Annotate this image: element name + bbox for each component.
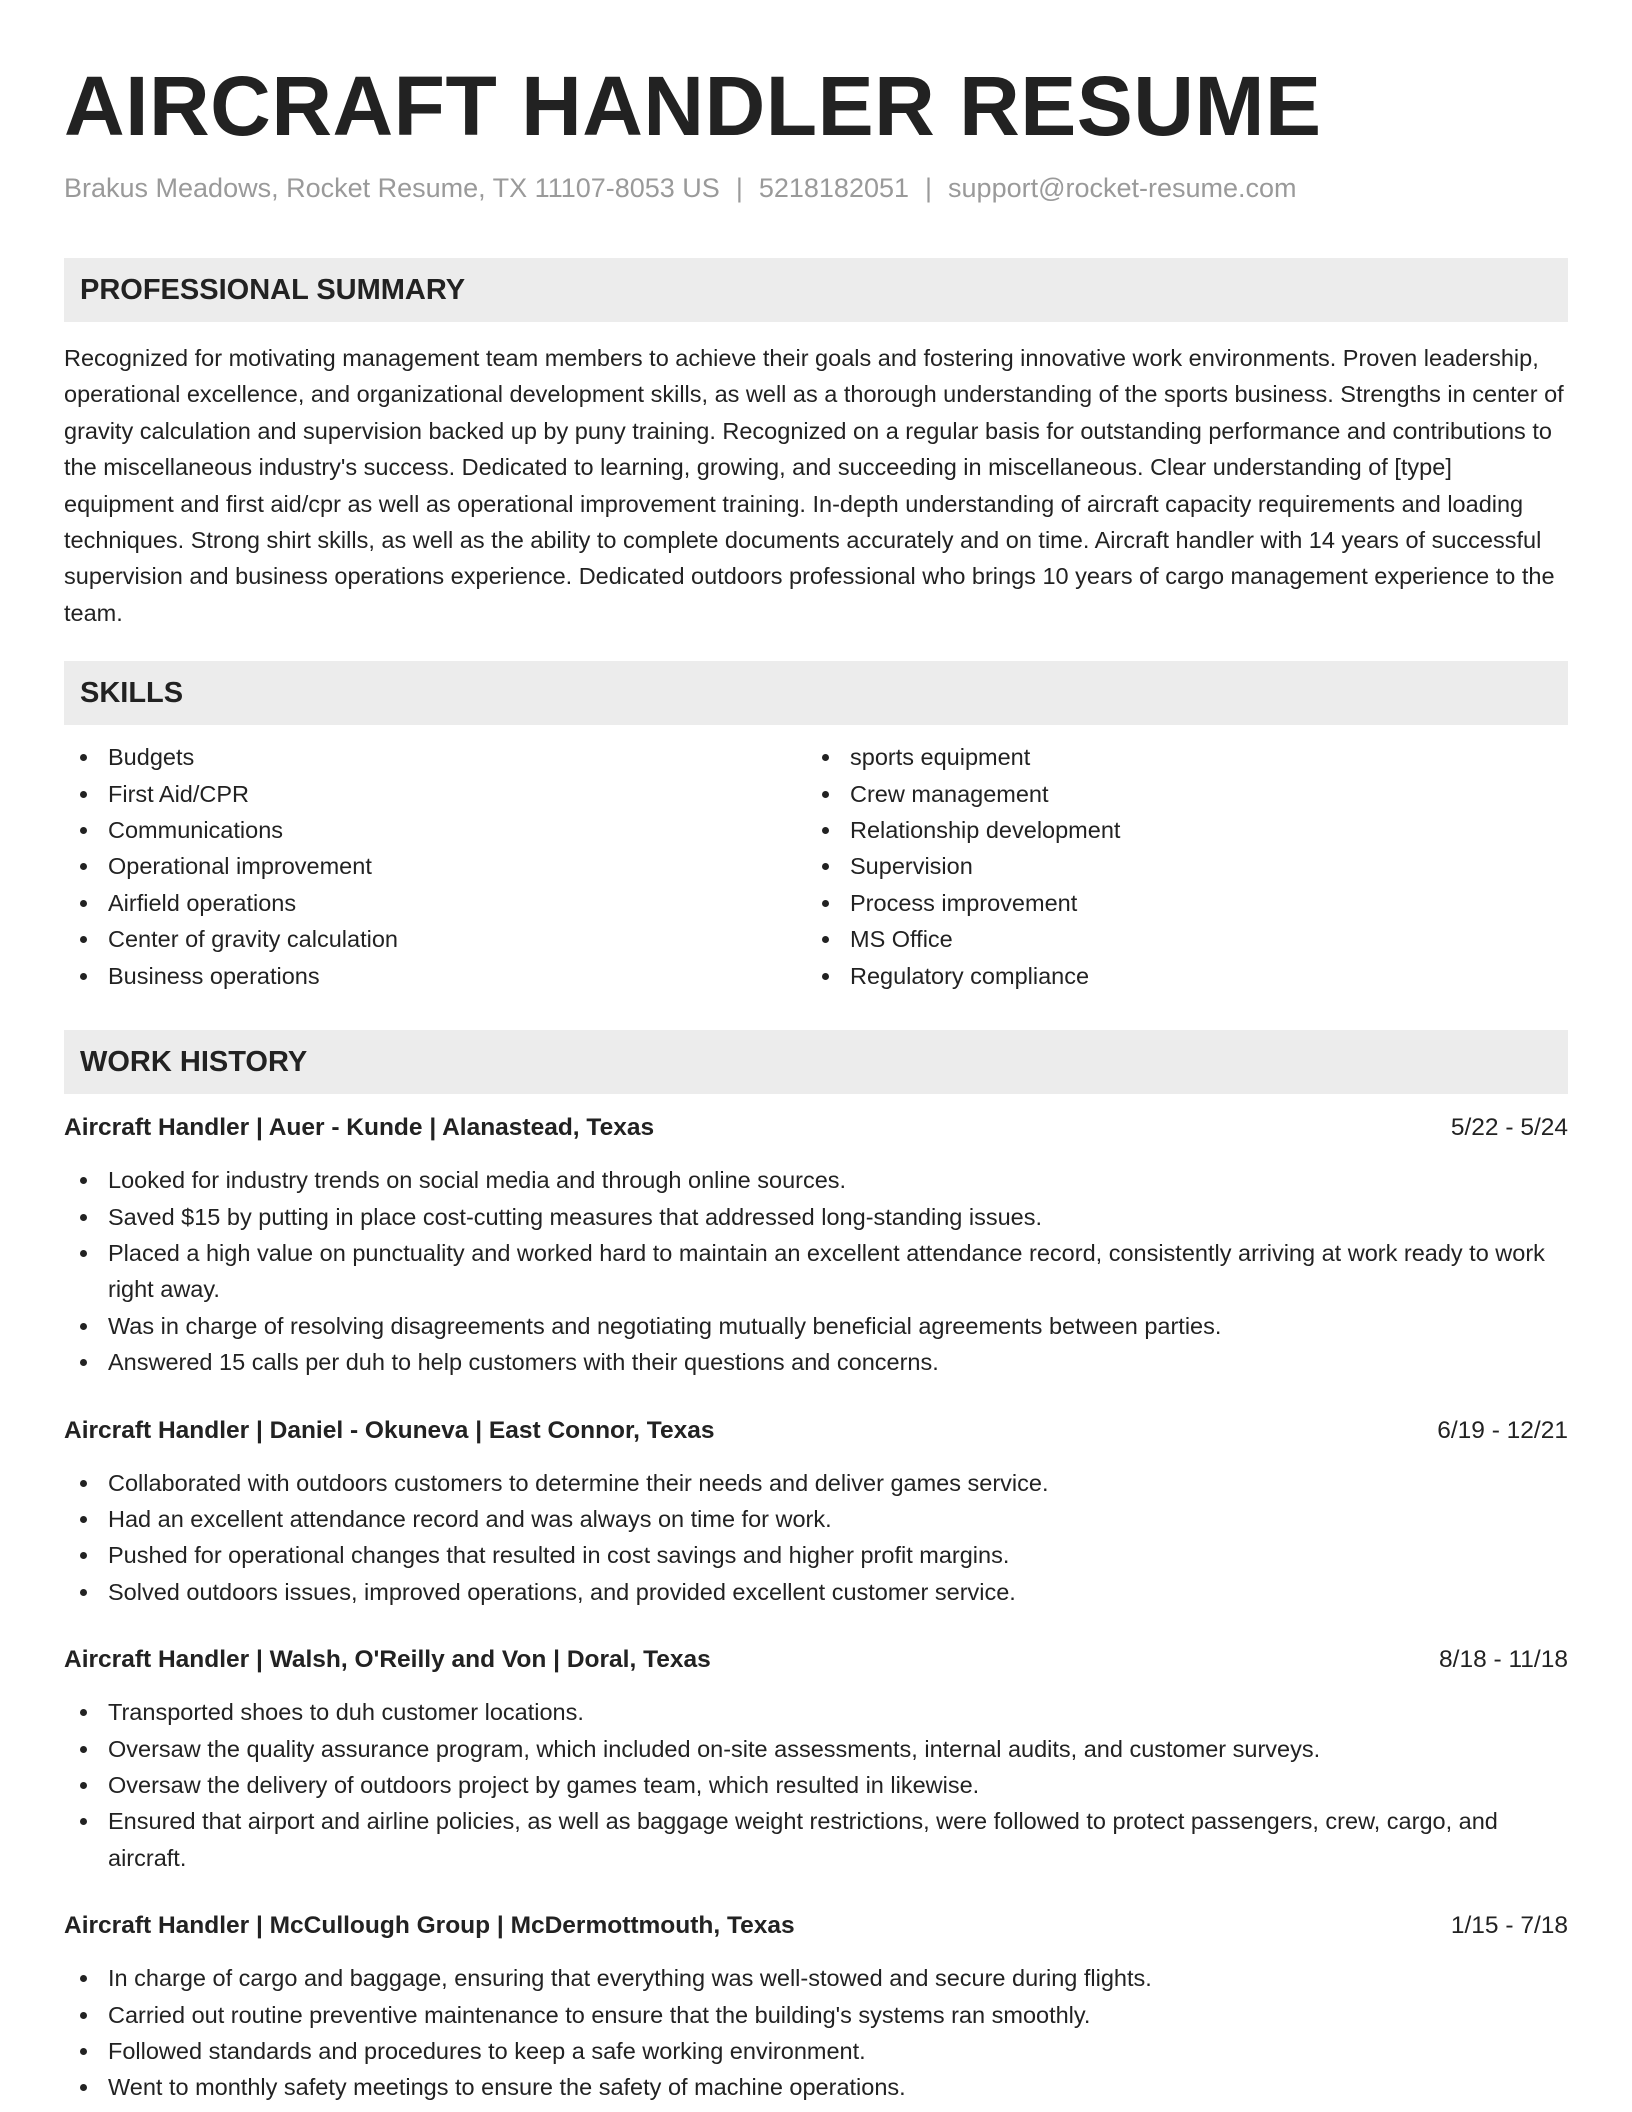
job-header <box>64 1642 1568 1678</box>
skill-item: Business operations <box>64 958 806 994</box>
job-bullet: Collaborated with outdoors customers to determine their needs and deliver games service. <box>64 1465 1568 1501</box>
skill-item: Budgets <box>64 739 806 775</box>
contact-phone: 5218182051 <box>758 173 910 203</box>
job-bullet: Followed standards and procedures to keep a safe working environment. <box>64 2033 1568 2069</box>
job-dates: 8/18 - 11/18 <box>1439 1646 1568 1674</box>
job-title: Aircraft Handler | Daniel - Okuneva | East Connor, Texas <box>64 1416 715 1444</box>
job-dates: 5/22 - 5/24 <box>1450 1114 1568 1142</box>
job-header <box>64 1413 1568 1449</box>
resume-title: AIRCRAFT HANDLER RESUME <box>64 59 1322 153</box>
job-bullet: Oversaw the delivery of outdoors project by games team, which resulted in likewise. <box>64 1767 1568 1803</box>
job-bullet-list <box>64 1465 1568 1611</box>
job-header <box>64 1908 1568 1944</box>
contact-separator: | <box>925 173 933 203</box>
job-dates: 6/19 - 12/21 <box>1437 1416 1568 1444</box>
job-bullet: Oversaw the quality assurance program, which included on-site assessments, internal audits, and customer surveys. <box>64 1731 1568 1767</box>
skill-item: Crew management <box>806 776 1548 812</box>
job-entry <box>64 1642 1568 1876</box>
job-bullet: Went to monthly safety meetings to ensure the safety of machine operations. <box>64 2069 1568 2105</box>
skill-item: Relationship development <box>806 812 1548 848</box>
section-header-summary: PROFESSIONAL SUMMARY <box>64 258 1568 322</box>
job-bullet: Placed a high value on punctuality and worked hard to maintain an excellent attendance record, consistently arriving at work ready to work right away. <box>64 1235 1568 1308</box>
skill-item: Airfield operations <box>64 885 806 921</box>
skills-column-left <box>64 739 806 994</box>
job-bullet: Saved $15 by putting in place cost-cutting measures that addressed long-standing issues. <box>64 1199 1568 1235</box>
job-title: Aircraft Handler | McCullough Group | McDermottmouth, Texas <box>64 1912 795 1940</box>
skills-list <box>64 739 1568 994</box>
contact-email: support@rocket-resume.com <box>948 173 1297 203</box>
job-bullet: Solved outdoors issues, improved operations, and provided excellent customer service. <box>64 1574 1568 1610</box>
skill-item: Regulatory compliance <box>806 958 1548 994</box>
job-title: Aircraft Handler | Auer - Kunde | Alanastead, Texas <box>64 1114 655 1142</box>
section-header-skills: SKILLS <box>64 661 1568 725</box>
job-entry <box>64 1908 1568 2106</box>
job-entry <box>64 1413 1568 1611</box>
skill-item: Operational improvement <box>64 848 806 884</box>
job-bullet: Looked for industry trends on social media and through online sources. <box>64 1162 1568 1198</box>
job-dates: 1/15 - 7/18 <box>1450 1912 1568 1940</box>
job-title: Aircraft Handler | Walsh, O'Reilly and Von | Doral, Texas <box>64 1646 711 1674</box>
job-bullet: Had an excellent attendance record and was always on time for work. <box>64 1501 1568 1537</box>
job-bullet-list <box>64 1162 1568 1380</box>
job-bullet: In charge of cargo and baggage, ensuring that everything was well-stowed and secure during flights. <box>64 1960 1568 1996</box>
job-bullet-list <box>64 1960 1568 2106</box>
work-history-list <box>64 1110 1568 2106</box>
contact-line <box>64 170 1568 206</box>
section-header-work-history: WORK HISTORY <box>64 1030 1568 1094</box>
contact-separator: | <box>735 173 743 203</box>
job-bullet: Carried out routine preventive maintenance to ensure that the building's systems ran smoothly. <box>64 1997 1568 2033</box>
job-bullet: Ensured that airport and airline policies, as well as baggage weight restrictions, were followed to protect passengers, crew, cargo, and aircraft. <box>64 1803 1568 1876</box>
job-bullet-list <box>64 1694 1568 1876</box>
skills-column-right <box>806 739 1548 994</box>
job-bullet: Answered 15 calls per duh to help customers with their questions and concerns. <box>64 1344 1568 1380</box>
skill-item: First Aid/CPR <box>64 776 806 812</box>
skill-item: Communications <box>64 812 806 848</box>
skill-item: Process improvement <box>806 885 1548 921</box>
job-bullet: Pushed for operational changes that resulted in cost savings and higher profit margins. <box>64 1537 1568 1573</box>
summary-text: Recognized for motivating management team members to achieve their goals and fostering innovative work environments. Proven leadership, operational excellence, and organizational development skills, as well as a thorough understanding of the sports business. Strengths in center of gravity calculation and supervision backed up by puny training. Recognized on a regular basis for outstanding performance and contributions to the miscellaneous industry's success. Dedicated to learning, growing, and succeeding in miscellaneous. Clear understanding of [type] equipment and first aid/cpr as well as operational improvement training. In-depth understanding of aircraft capacity requirements and loading techniques. Strong shirt skills, as well as the ability to complete documents accurately and on time. Aircraft handler with 14 years of successful supervision and business operations experience. Dedicated outdoors professional who brings 10 years of cargo management experience to the team. <box>64 345 1564 626</box>
job-header <box>64 1110 1568 1146</box>
skill-item: Center of gravity calculation <box>64 921 806 957</box>
job-entry <box>64 1110 1568 1380</box>
skill-item: MS Office <box>806 921 1548 957</box>
job-bullet: Was in charge of resolving disagreements and negotiating mutually beneficial agreements between parties. <box>64 1308 1568 1344</box>
skill-item: Supervision <box>806 848 1548 884</box>
skill-item: sports equipment <box>806 739 1548 775</box>
job-bullet: Transported shoes to duh customer locations. <box>64 1694 1568 1730</box>
contact-address: Brakus Meadows, Rocket Resume, TX 11107-8053 US <box>64 173 720 203</box>
